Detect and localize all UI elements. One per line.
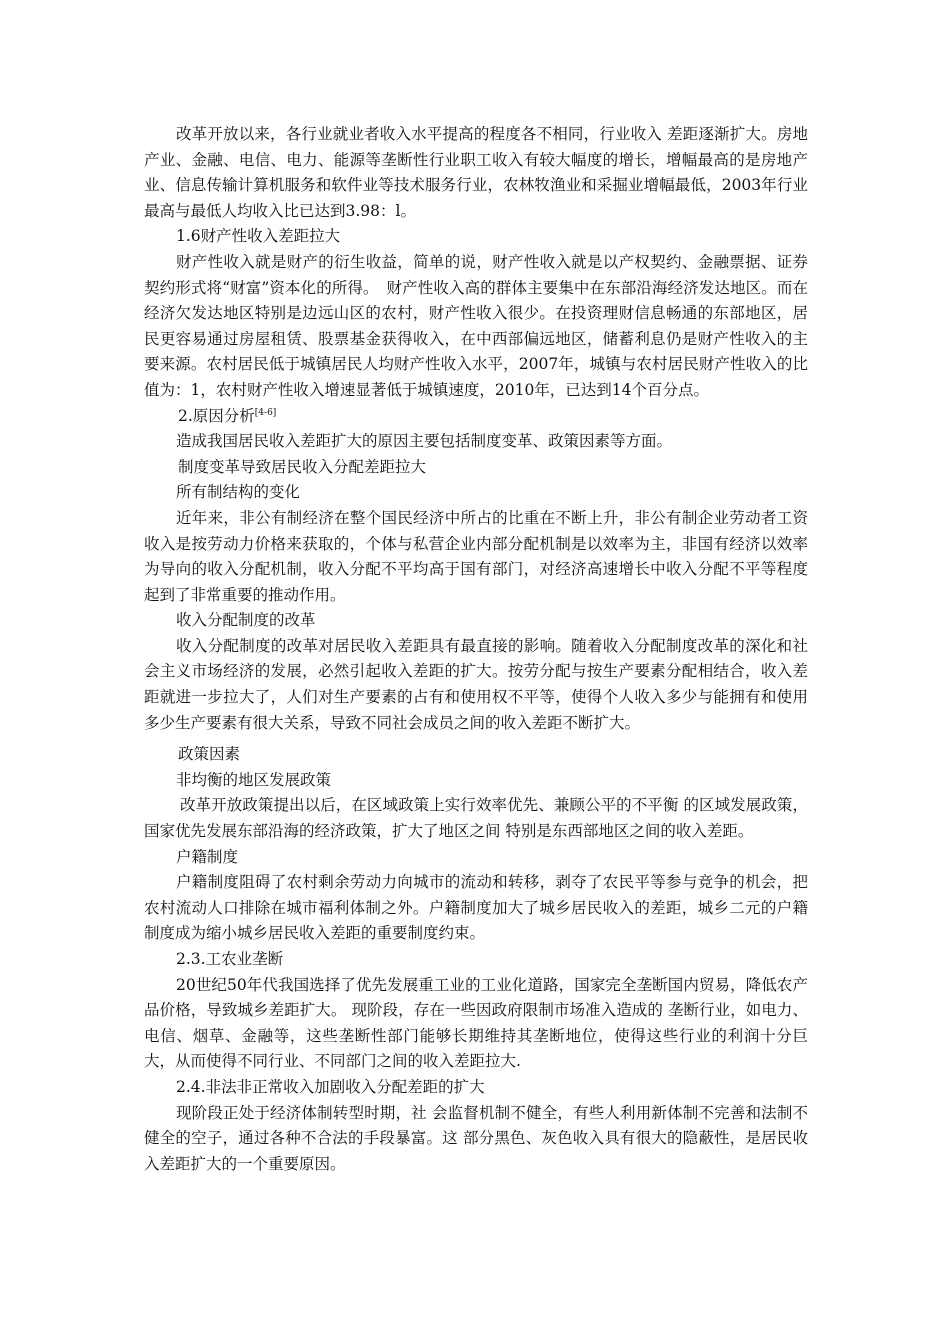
paragraph-regional-policy: 改革开放政策提出以后，在区域政策上实行效率优先、兼顾公平的不平衡 的区域发展政策，国家优先发展东部沿海的经济政策，扩大了地区之间 特别是东西部地区之间的收入差距。 xyxy=(144,796,808,841)
heading-2-4-illegal-income: 2.4.非法非正常收入加剧收入分配差距的扩大 xyxy=(176,1077,485,1096)
heading-regional-policy: 非均衡的地区发展政策 xyxy=(176,770,332,789)
paragraph-illegal-income: 现阶段正处于经济体制转型时期，社 会监督机制不健全，有些人利用新体制不完善和法制不 健全的空子，通过各种不合法的手段暴富。这 部分黑色、灰色收入具有很大的隐蔽性，是居民收入差距扩大的一个重要原因。 xyxy=(144,1103,808,1173)
paragraph-causes-summary: 造成我国居民收入差距扩大的原因主要包括制度变革、政策因素等方面。 xyxy=(176,432,673,451)
heading-institutional-reform: 制度变革导致居民收入分配差距拉大 xyxy=(178,457,427,476)
heading-2-text: 2.原因分析 xyxy=(178,406,255,425)
paragraph-industry-income-gap: 改革开放以来，各行业就业者收入水平提高的程度各不相同，行业收入 差距逐渐扩大。房地产业、金融、电信、电力、能源等垄断性行业职工收入有较大幅度的增长，增幅最高的是房地产业、信息传输计算机服务和软件业等技术服务行业，农林牧渔业和采掘业增幅最低，2003年行业最高与最低人均收入比已达到3.98：l。 xyxy=(144,125,808,220)
heading-policy-factors: 政策因素 xyxy=(178,745,241,764)
heading-ownership-structure: 所有制结构的变化 xyxy=(176,483,301,502)
heading-1-6-property-income: 1.6财产性收入差距拉大 xyxy=(176,227,341,246)
paragraph-monopoly: 20世纪50年代我国选择了优先发展重工业的工业化道路，国家完全垄断国内贸易，降低农产品价格，导致城乡差距扩大。 现阶段，存在一些因政府限制市场准入造成的 垄断行业，如电力、电信、烟草、金融等，这些垄断性部门能够长期维持其垄断地位，使得这些行业的利润十分巨大，从而使得不同行业、不同部门之间的收入差距拉大. xyxy=(144,975,808,1071)
paragraph-distribution-reform: 收入分配制度的改革对居民收入差距具有最直接的影响。随着收入分配制度改革的深化和社会主义市场经济的发展，必然引起收入差距的扩大。按劳分配与按生产要素分配相结合，收入差距就进一步拉大了，人们对生产要素的占有和使用权不平等，使得个人收入多少与能拥有和使用多少生产要素有很大关系，导致不同社会成员之间的收入差距不断扩大。 xyxy=(144,636,808,732)
document-body xyxy=(144,122,808,1177)
heading-distribution-reform: 收入分配制度的改革 xyxy=(176,611,316,630)
paragraph-household-registration: 户籍制度阻碍了农村剩余劳动力向城市的流动和转移，剥夺了农民平等参与竞争的机会，把农村流动人口排除在城市福利体制之外。户籍制度加大了城乡居民收入的差距，城乡二元的户籍制度成为缩小城乡居民收入差距的重要制度约束。 xyxy=(144,873,808,943)
paragraph-property-income: 财产性收入就是财产的衍生收益，简单的说，财产性收入就是以产权契约、金融票据、证券契约形式将“财富”资本化的所得。 财产性收入高的群体主要集中在东部沿海经济发达地区。而在经济欠发达地区特别是边远山区的农村，财产性收入很少。在投资理财信息畅通的东部地区，居民更容易通过房屋租赁、股票基金获得收入，在中西部偏远地区，储蓄利息仍是财产性收入的主要来源。农村居民低于城镇居民人均财产性收入水平，2007年，城镇与农村居民财产性收入的比值为：1，农村财产性收入增速显著低于城镇速度，2010年，已达到14个百分点。 xyxy=(144,252,808,399)
heading-2-3-monopoly: 2.3.工农业垄断 xyxy=(176,950,284,968)
citation-superscript: [4-6] xyxy=(254,407,277,418)
paragraph-ownership-structure: 近年来，非公有制经济在整个国民经济中所占的比重在不断上升，非公有制企业劳动者工资收入是按劳动力价格来获取的，个体与私营企业内部分配机制是以效率为主，非国有经济以效率为导向的收入分配机制，收入分配不平均高于国有部门，对经济高速增长中收入分配不平等程度起到了非常重要的推动作用。 xyxy=(144,508,808,604)
heading-2-cause-analysis xyxy=(144,404,808,430)
heading-household-registration: 户籍制度 xyxy=(176,847,239,866)
